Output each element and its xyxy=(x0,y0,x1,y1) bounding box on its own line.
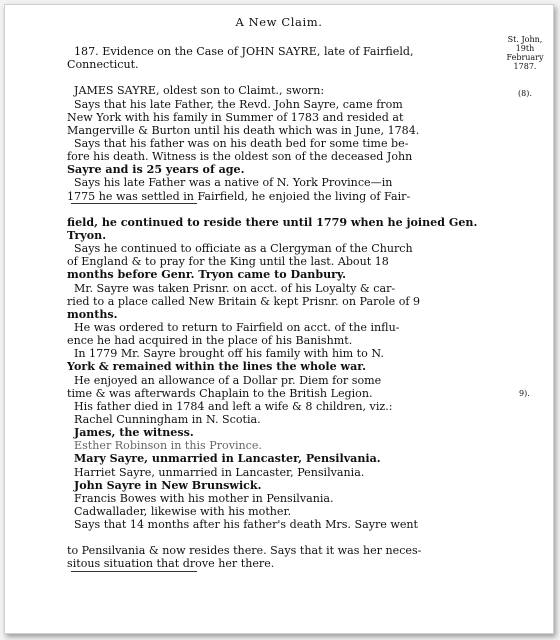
text-line: 187. Evidence on the Case of JOHN SAYRE, late of Fairfield, xyxy=(74,45,414,58)
text-line: Tryon. xyxy=(67,228,107,242)
margin-note-year: 1787. xyxy=(513,62,537,71)
text-line: Rachel Cunningham in N. Scotia. xyxy=(74,412,261,426)
margin-marker-9: 9). xyxy=(519,389,530,398)
text-line: He was ordered to return to Fairfield on acct. of the influ- xyxy=(74,320,400,334)
text-line: York & remained within the lines the whole war. xyxy=(67,360,366,374)
text-line: field, he continued to reside there until 1779 when he joined Gen. xyxy=(67,215,478,229)
text-line: to Pensilvania & now resides there. Says that it was her neces- xyxy=(67,544,422,558)
evidence-text xyxy=(67,45,479,571)
margin-marker-8: (8). xyxy=(518,89,532,98)
text-line: months. xyxy=(67,307,118,321)
text-line: ried to a place called New Britain & kept Prisnr. on Parole of 9 xyxy=(67,294,421,308)
document-page xyxy=(4,4,554,634)
text-line: of England & to pray for the King until the last. About 18 xyxy=(67,255,389,269)
text-line: James, the witness. xyxy=(74,426,194,440)
text-line: JAMES SAYRE, oldest son to Claimt., sworn: xyxy=(74,84,325,98)
text-line: sitous situation that drove her there. xyxy=(67,557,275,571)
text-line: Mangerville & Burton until his death which was in June, 1784. xyxy=(67,123,420,137)
text-line: Sayre and is 25 years of age. xyxy=(67,163,245,177)
text-line: He enjoyed an allowance of a Dollar pr. Diem for some xyxy=(74,373,382,387)
text-line: Says that 14 months after his father's death Mrs. Sayre went xyxy=(74,518,419,532)
text-line: 1775 he was settled in Fairfield, he enjoied the living of Fair- xyxy=(67,189,411,203)
text-line: Cadwallader, likewise with his mother. xyxy=(74,504,292,518)
text-line: His father died in 1784 and left a wife & 8 children, viz.: xyxy=(74,399,393,413)
text-line: Says he continued to officiate as a Clergyman of the Church xyxy=(74,242,413,256)
text-line xyxy=(67,203,479,216)
text-line: Connecticut. xyxy=(67,58,139,72)
text-line: New York with his family in Summer of 1783 and resided at xyxy=(67,110,404,124)
text-line xyxy=(67,71,479,84)
text-line: Mary Sayre, unmarried in Lancaster, Pensilvania. xyxy=(74,452,381,466)
text-line: time & was afterwards Chaplain to the British Legion. xyxy=(67,386,373,400)
text-line xyxy=(67,531,479,544)
text-line: Esther Robinson in this Province. xyxy=(74,439,262,453)
section-rule xyxy=(71,571,197,572)
text-line: fore his death. Witness is the oldest son of the deceased John xyxy=(67,150,413,164)
text-line: Francis Bowes with his mother in Pensilvania. xyxy=(74,491,334,505)
margin-note xyxy=(497,35,553,71)
text-line: Says that his late Father, the Revd. John Sayre, came from xyxy=(74,97,403,111)
text-line: John Sayre in New Brunswick. xyxy=(74,478,262,492)
text-line: months before Genr. Tryon came to Danbury. xyxy=(67,268,347,282)
text-line: ence he had acquired in the place of his Banishmt. xyxy=(67,334,353,348)
text-line: In 1779 Mr. Sayre brought off his family with him to N. xyxy=(74,347,384,361)
text-line: Harriet Sayre, unmarried in Lancaster, Pensilvania. xyxy=(74,465,365,479)
page-heading: A New Claim. xyxy=(235,15,323,29)
text-line: Says that his father was on his death bed for some time be- xyxy=(74,136,409,150)
text-line: Says his late Father was a native of N. York Province—in xyxy=(74,176,393,190)
margin-note-date: 19th February xyxy=(506,44,544,62)
text-line: Mr. Sayre was taken Prisnr. on acct. of his Loyalty & car- xyxy=(74,281,396,295)
margin-note-place: St. John, xyxy=(507,35,543,44)
